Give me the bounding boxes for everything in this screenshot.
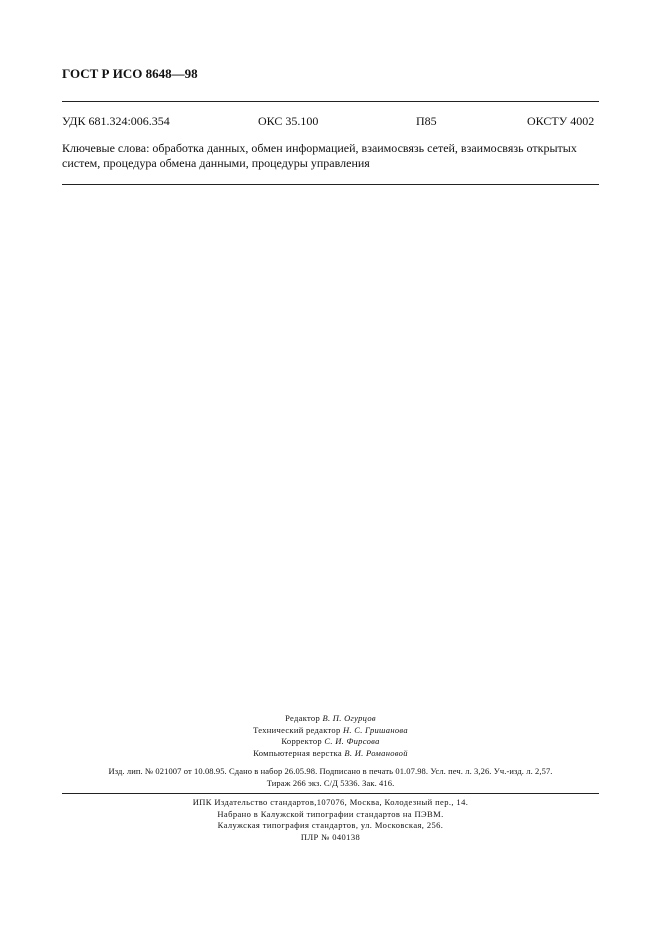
print-info-line-1: Изд. лип. № 021007 от 10.08.95. Сдано в набор 26.05.98. Подписано в печать 01.07.98. Усл. печ. л. 3,26. Уч.-изд. л. 2,57. (108, 766, 553, 776)
editor-label: Редактор (285, 713, 321, 723)
keywords-bottom-rule (62, 184, 599, 185)
p-code: П85 (416, 114, 437, 128)
top-rule (62, 101, 599, 102)
corrector-name: С. И. Фирсова (324, 736, 380, 746)
layout-name: В. И. Романовой (344, 747, 408, 758)
editor-name: В. П. Огурцов (322, 713, 376, 723)
document-title: ГОСТ Р ИСО 8648—98 (62, 66, 198, 81)
publisher-top-rule (62, 793, 599, 794)
publisher-block (0, 797, 661, 843)
layout-line (0, 748, 661, 760)
publisher-line-1: ИПК Издательство стандартов,107076, Москва, Колодезный пер., 14. (192, 797, 469, 807)
corrector-label: Корректор (281, 736, 322, 746)
okstu-code: ОКСТУ 4002 (527, 114, 595, 128)
publisher-line-3: Калужская типография стандартов, ул. Московская, 256. (217, 820, 444, 830)
keywords-text: Ключевые слова: обработка данных, обмен информацией, взаимосвязь сетей, взаимосвязь открытых систем, процедура обмена данными, процедуры управления (62, 141, 577, 170)
tech-editor-name: Н. С. Гришанова (342, 724, 408, 735)
publisher-line-2: Набрано в Калужской типографии стандартов на ПЭВМ. (217, 808, 444, 819)
layout-label: Компьютерная верстка (253, 747, 342, 758)
udk-code: УДК 681.324:006.354 (62, 114, 170, 128)
publisher-line-4: ПЛР № 040138 (300, 831, 361, 842)
corrector-line (0, 736, 661, 748)
tech-editor-line (0, 725, 661, 737)
credits-block (0, 713, 661, 759)
oks-code: ОКС 35.100 (258, 114, 319, 128)
editor-line (0, 713, 661, 725)
print-info-line-2: Тираж 266 экз. С/Д 5336. Зак. 416. (266, 777, 395, 788)
print-info-block (0, 766, 661, 789)
tech-editor-label: Технический редактор (253, 724, 341, 735)
